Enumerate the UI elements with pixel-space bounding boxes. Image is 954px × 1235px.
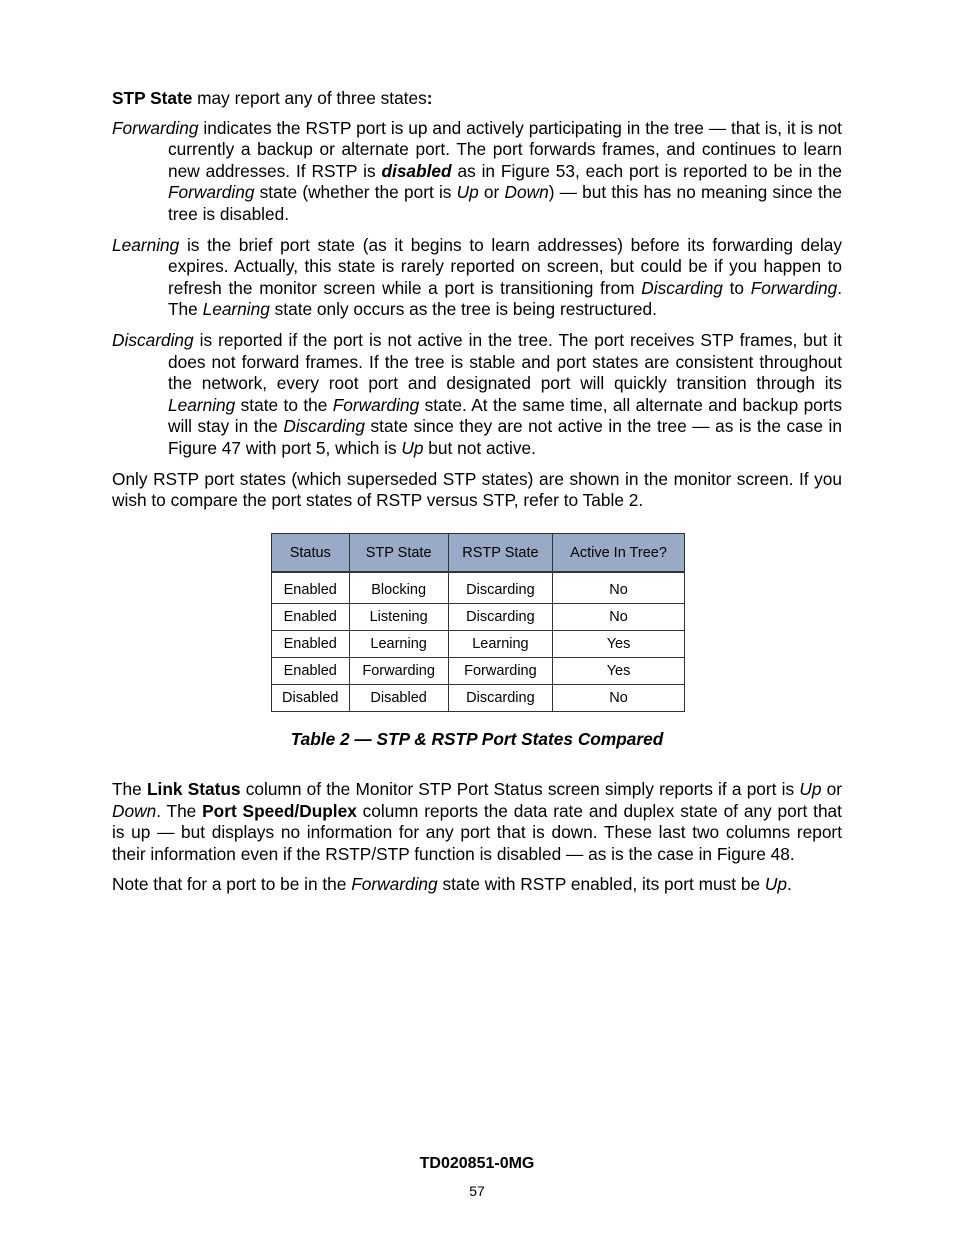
table-cell: No: [553, 685, 685, 712]
state-up: Up: [799, 779, 822, 799]
document-id: TD020851-0MG: [419, 1155, 535, 1172]
discarding-text: state. At the same time, all alternate and backup ports will stay in the: [168, 394, 842, 437]
column-header: Status: [272, 534, 350, 573]
learning-text: to: [722, 277, 751, 298]
state-name: Forwarding: [332, 394, 420, 415]
note-text: .: [787, 874, 792, 895]
term-stp-state: STP State: [112, 88, 193, 108]
link-status-term: Link Status: [146, 779, 241, 799]
note-text: Note that for a port to be in the: [112, 874, 352, 895]
table-cell: Discarding: [448, 572, 552, 604]
table-cell: Enabled: [272, 572, 350, 604]
note-text: state with RSTP enabled, its port must be: [437, 874, 765, 895]
link-text: column of the Monitor STP Port Status screen simply reports if a port is: [240, 779, 800, 799]
table-cell: Disabled: [272, 685, 350, 712]
port-speed-term: Port Speed/Duplex: [202, 800, 357, 821]
state-name: Learning: [202, 299, 270, 320]
state-name: Forwarding: [351, 874, 438, 895]
table-cell: Discarding: [448, 685, 552, 712]
state-down: Down: [504, 182, 549, 203]
table-cell: Learning: [448, 631, 552, 658]
learning-definition: [112, 235, 842, 321]
term-discarding: Discarding: [112, 329, 194, 350]
learning-text: . The: [168, 277, 842, 320]
intro-text: may report any of three states: [192, 88, 427, 108]
state-name: Discarding: [641, 277, 723, 298]
lower-text: [112, 779, 842, 905]
discarding-text: state since they are not active in the tree — as is the case in Figure 47 with port 5, which is: [168, 416, 842, 458]
forwarding-text: as in Figure 53, each port is reported to be in the: [451, 160, 842, 181]
discarding-text: state to the: [235, 394, 333, 415]
link-text: . The: [156, 800, 203, 821]
table-cell: Listening: [349, 604, 448, 631]
link-text: or: [821, 779, 842, 799]
forwarding-text: ) — but this has no meaning since the tree is disabled.: [168, 182, 843, 224]
table-cell: Forwarding: [448, 658, 552, 685]
learning-text: is the brief port state (as it begins to learn addresses) before its forwarding delay expires. Actually, this state is rarely reported on screen, but could be if you happen to refresh the monitor screen while a port is transitioning from: [168, 234, 842, 298]
table-cell: Discarding: [448, 604, 552, 631]
page-number: 57: [469, 1183, 485, 1199]
intro-colon: :: [426, 88, 433, 108]
term-learning: Learning: [112, 234, 180, 255]
main-text: [112, 88, 842, 521]
table-cell: Enabled: [272, 631, 350, 658]
table-row: [272, 604, 685, 631]
state-down: Down: [112, 800, 157, 821]
table-caption: Table 2 — STP & RSTP Port States Compared: [290, 729, 664, 749]
table-cell: Yes: [553, 631, 685, 658]
intro-paragraph: [112, 88, 842, 110]
table-row: [272, 658, 685, 685]
table-row: [272, 572, 685, 604]
state-up: Up: [764, 874, 787, 895]
forwarding-text: indicates the RSTP port is up and actively participating in the tree — that is, it is not currently a backup or alternate port. The port forwards frames, and continues to learn new addresses. If RSTP is: [168, 117, 842, 181]
port-states-table: [271, 533, 685, 712]
table-cell: Blocking: [349, 572, 448, 604]
table-cell: Enabled: [272, 658, 350, 685]
rstp-only-paragraph: Only RSTP port states (which superseded STP states) are shown in the monitor screen. If you wish to compare the port states of RSTP versus STP, refer to Table 2.: [112, 468, 842, 511]
table-cell: No: [553, 572, 685, 604]
table-cell: Yes: [553, 658, 685, 685]
column-header: STP State: [349, 534, 448, 573]
table-cell: Enabled: [272, 604, 350, 631]
state-name: Discarding: [283, 416, 365, 437]
state-name: Learning: [168, 394, 236, 415]
forwarding-definition: [112, 118, 842, 226]
link-status-paragraph: [112, 779, 842, 865]
table-header-row: [272, 534, 685, 573]
column-header: Active In Tree?: [553, 534, 685, 573]
forwarding-text: or: [478, 182, 505, 203]
table-cell: Disabled: [349, 685, 448, 712]
link-text: The: [112, 779, 147, 799]
learning-text: state only occurs as the tree is being restructured.: [269, 299, 657, 320]
table-row: [272, 631, 685, 658]
state-name: Forwarding: [168, 182, 255, 203]
link-text: column reports the data rate and duplex state of any port that is up — but displays no information for any port that is down. These last two columns report their information even if the RSTP/STP function is disabled — as is the case in Figure 48.: [112, 800, 842, 864]
discarding-text: is reported if the port is not active in the tree. The port receives STP frames, but it does not forward frames. If the tree is stable and port states are consistent throughout the network, every root port and designated port will quickly transition through its: [168, 329, 842, 394]
discarding-text: but not active.: [423, 437, 536, 458]
discarding-definition: [112, 330, 842, 460]
table-cell: Learning: [349, 631, 448, 658]
note-paragraph: [112, 874, 842, 896]
term-forwarding: Forwarding: [112, 117, 199, 138]
state-up: Up: [456, 182, 479, 203]
column-header: RSTP State: [448, 534, 552, 573]
disabled-emphasis: disabled: [381, 160, 452, 181]
state-name: Forwarding: [750, 277, 838, 298]
forwarding-text: state (whether the port is: [254, 182, 457, 203]
state-up: Up: [401, 437, 424, 458]
table-cell: Forwarding: [349, 658, 448, 685]
table-row: [272, 685, 685, 712]
table-cell: No: [553, 604, 685, 631]
